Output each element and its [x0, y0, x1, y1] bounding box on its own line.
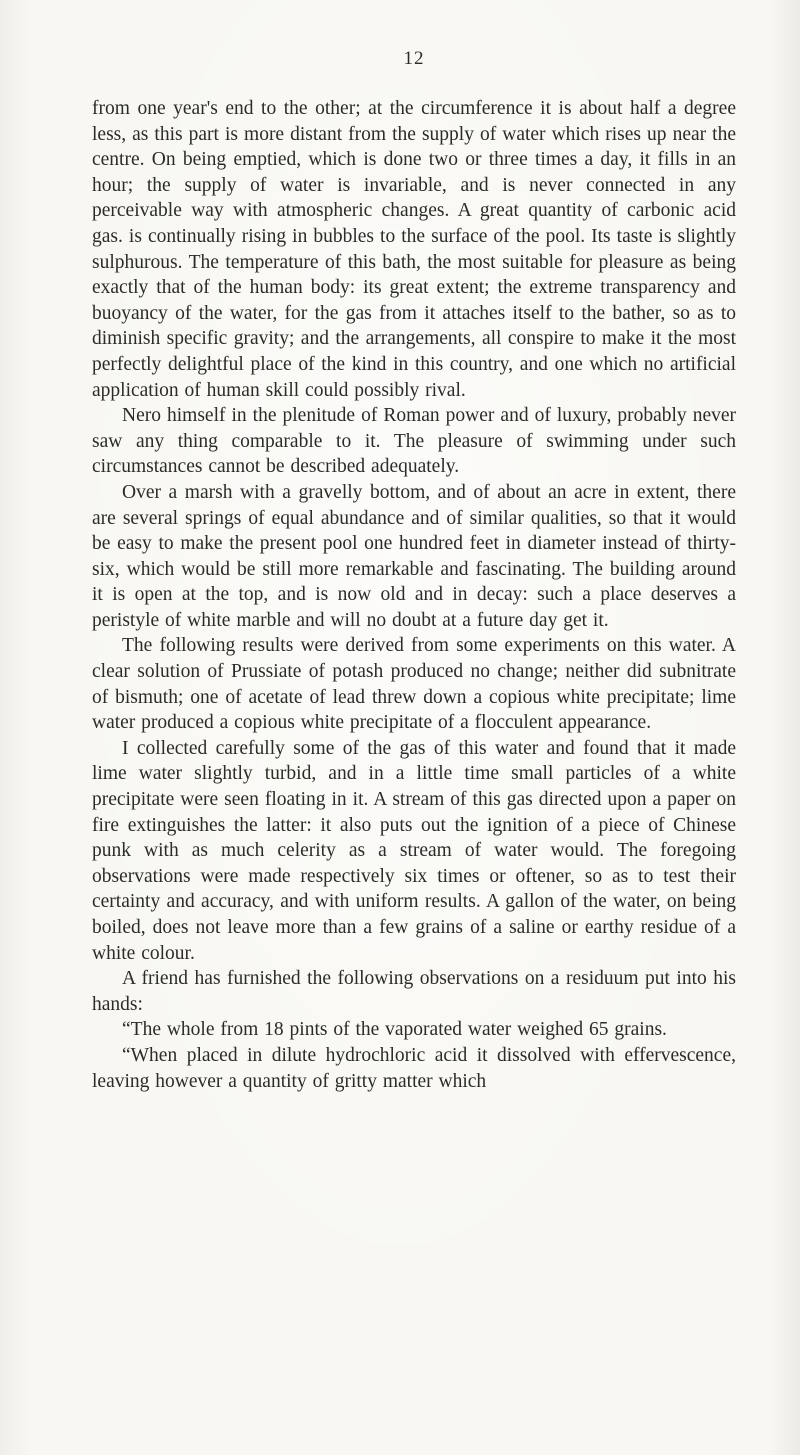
paragraph: “When placed in dilute hydrochloric acid it dissolved with effervescence, leaving however a quantity of gritty matter which: [92, 1044, 736, 1092]
text-block: [92, 96, 736, 1094]
paragraph: Nero himself in the plenitude of Roman power and of luxury, probably never saw any thing comparable to it. The pleasure of swimming under such circumstances cannot be described adequately.: [92, 405, 736, 478]
paragraph: Over a marsh with a gravelly bottom, and of about an acre in extent, there are several springs of equal abundance and of similar qualities, so that it would be easy to make the present pool one hundred feet in diameter instead of thirty-six, which would be still more remarkable and fascinating. The building around it is open at the top, and is now old and in decay: such a place deserves a peristyle of white marble and will no doubt at a future day get it.: [92, 481, 736, 631]
paragraph: A friend has furnished the following observations on a residuum put into his hands:: [92, 968, 736, 1015]
paragraph: “The whole from 18 pints of the vaporated water weighed 65 grains.: [122, 1019, 667, 1041]
paragraph: The following results were derived from some experiments on this water. A clear solution of Prussiate of potash produced no change; neither did subnitrate of bismuth; one of acetate of lead threw down a copious white precipitate; lime water produced a copious white precipitate of a flocculent appearance.: [92, 635, 736, 734]
paragraph: I collected carefully some of the gas of this water and found that it made lime water slightly turbid, and in a little time small particles of a white precipitate were seen floating in it. A stream of this gas directed upon a paper on fire extinguishes the latter: it also puts out the ignition of a piece of Chinese punk with as much celerity as a stream of water would. The foregoing observations were made respectively six times or oftener, so as to test their certainty and accuracy, and with uniform results. A gallon of the water, on being boiled, does not leave more than a few grains of a saline or earthy residue of a white colour.: [92, 737, 736, 964]
paragraph: from one year's end to the other; at the circumference it is about half a degree less, as this part is more distant from the supply of water which rises up near the centre. On being emptied, which is done two or three times a day, it fills in an hour; the supply of water is invariable, and is never connected in any perceivable way with atmospheric changes. A great quantity of carbonic acid gas. is continually rising in bubbles to the surface of the pool. Its taste is slightly sulphurous. The temperature of this bath, the most suitable for pleasure as being exactly that of the human body: its great extent; the extreme transparency and buoyancy of the water, for the gas from it attaches itself to the bather, so as to diminish specific gravity; and the arrangements, all conspire to make it the most perfectly delightful place of the kind in this country, and one which no artificial application of human skill could possibly rival.: [92, 98, 736, 401]
page-number: 12: [403, 48, 425, 69]
